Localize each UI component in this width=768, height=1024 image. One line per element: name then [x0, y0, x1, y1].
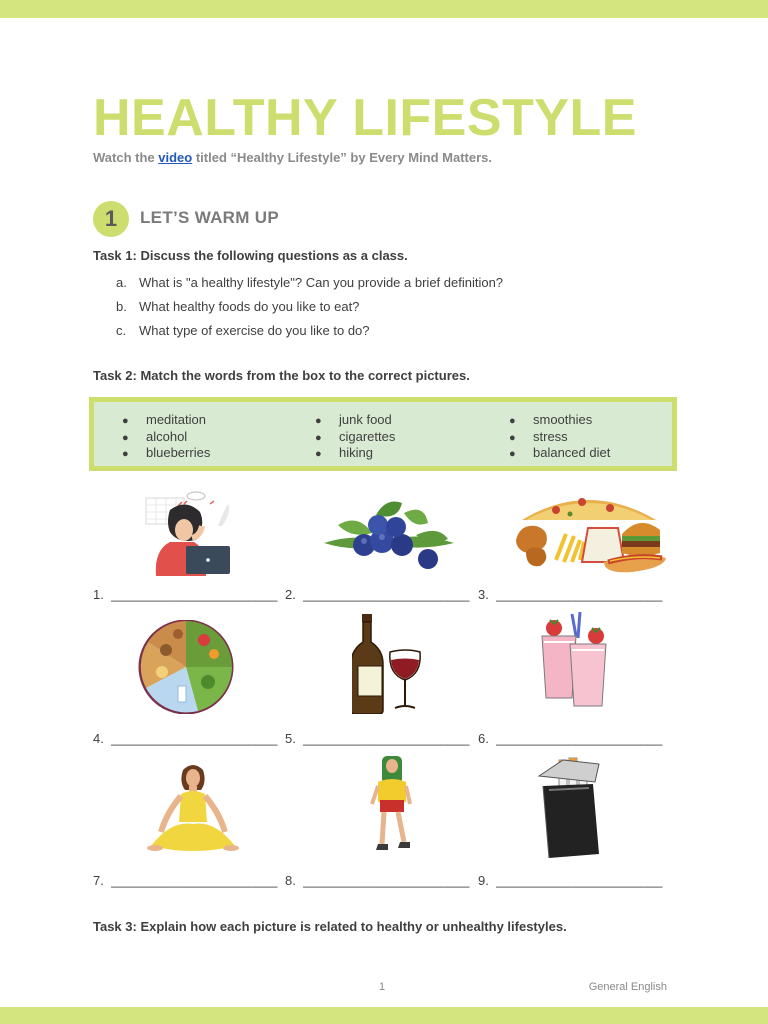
question-c: c. What type of exercise do you like to do? — [116, 323, 370, 338]
word-item: ● balanced diet — [509, 445, 611, 461]
answer-line-7[interactable]: 7. _______________________ — [93, 873, 278, 888]
video-link[interactable]: video — [158, 150, 193, 165]
word-item: ● junk food — [315, 412, 392, 427]
word-column-3 — [509, 412, 610, 462]
smoothies-illustration — [538, 610, 614, 710]
word-item: ● meditation — [122, 412, 206, 427]
word-box — [89, 397, 677, 471]
answer-line-4[interactable]: 4. _______________________ — [93, 731, 278, 746]
answer-line-9[interactable]: 9. _______________________ — [478, 873, 663, 888]
word-item: ● stress — [509, 428, 568, 444]
answer-line-8[interactable]: 8. _______________________ — [285, 873, 470, 888]
cigarette-pack-illustration — [535, 756, 605, 860]
bottom-accent-bar — [0, 1007, 768, 1024]
word-item: ● blueberries — [122, 445, 211, 461]
answer-line-6[interactable]: 6. _______________________ — [478, 731, 663, 746]
word-item: ● cigarettes — [315, 428, 396, 444]
meditation-woman-illustration — [143, 760, 243, 860]
task1-label: Task 1: Discuss the following questions as a class. — [93, 248, 408, 263]
junk-food-illustration — [512, 490, 668, 574]
task2-label: Task 2: Match the words from the box to the correct pictures. — [93, 368, 470, 383]
page-number: 1 — [379, 981, 386, 993]
answer-line-3[interactable]: 3. _______________________ — [478, 587, 663, 602]
answer-line-2[interactable]: 2. _______________________ — [285, 587, 470, 602]
answer-line-5[interactable]: 5. _______________________ — [285, 731, 470, 746]
section-title: LET’S WARM UP — [140, 208, 279, 227]
word-item: ● alcohol — [122, 428, 188, 444]
stressed-woman-illustration — [140, 488, 236, 578]
task3-label: Task 3: Explain how each picture is related to healthy or unhealthy lifestyles. — [93, 919, 567, 934]
word-item: ● smoothies — [509, 412, 593, 427]
wine-bottle-and-glass-illustration — [352, 612, 424, 714]
answer-line-1[interactable]: 1. _______________________ — [93, 587, 278, 602]
word-column-1 — [122, 412, 210, 462]
section-number-badge: 1 — [93, 201, 129, 237]
course-name: General English — [588, 981, 667, 993]
balanced-diet-plate-illustration — [138, 620, 234, 714]
hiker-illustration — [370, 752, 414, 858]
blueberries-illustration — [320, 495, 458, 573]
question-a: a. What is "a healthy lifestyle"? Can you provide a brief definition? — [116, 275, 504, 290]
subtitle: Watch the video titled “Healthy Lifestyle” by Every Mind Matters. — [93, 150, 493, 165]
word-item: ● hiking — [315, 445, 373, 461]
top-accent-bar — [0, 0, 768, 18]
page-title: HEALTHY LIFESTYLE — [93, 89, 637, 147]
word-column-2 — [315, 412, 395, 462]
question-b: b. What healthy foods do you like to eat? — [116, 299, 360, 314]
